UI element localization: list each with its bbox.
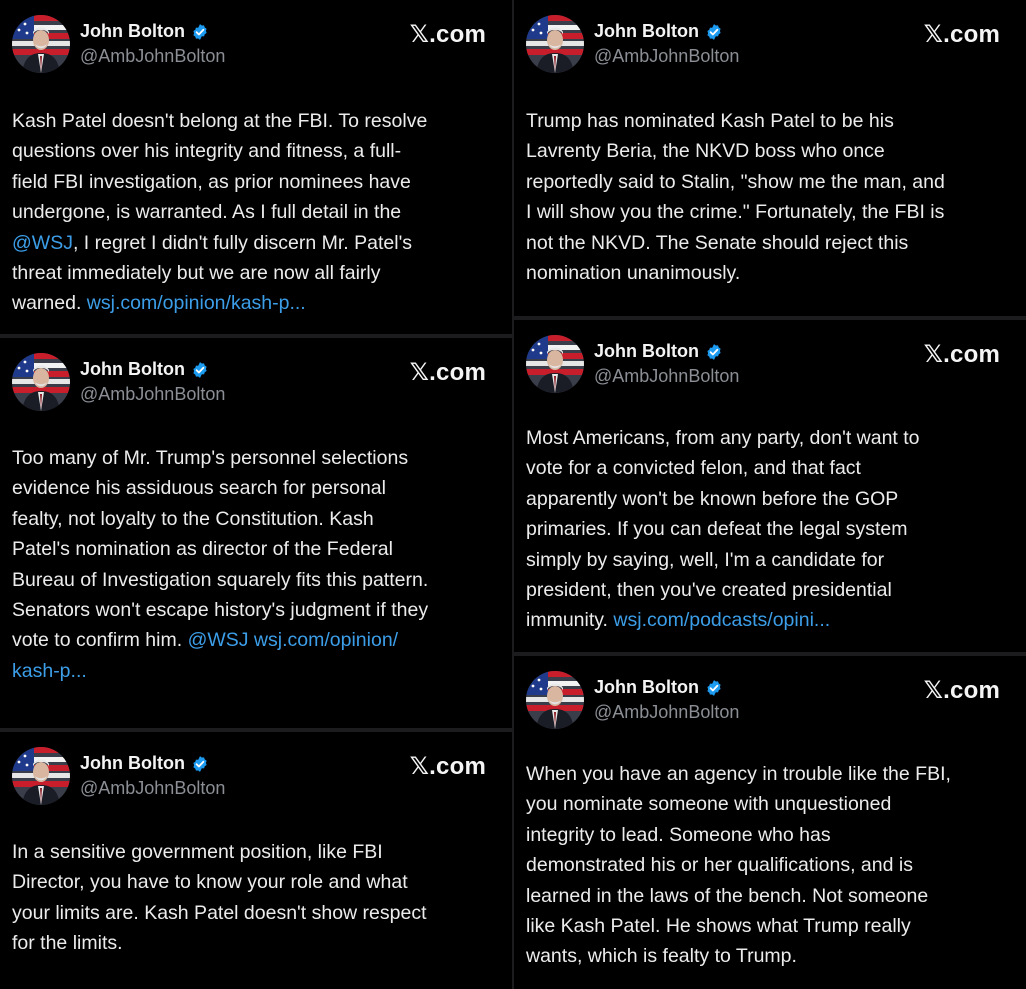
post-header (514, 656, 1026, 736)
post-text-segment: reportedly said to Stalin, "show me the man, and (526, 170, 945, 193)
post-text-segment: vote for a convicted felon, and that fact (526, 457, 861, 480)
post-text-line (12, 867, 504, 897)
author-name-row[interactable] (594, 341, 723, 362)
author-handle[interactable]: @AmbJohnBolton (594, 702, 740, 722)
post-text-segment: for the limits. (12, 932, 123, 955)
post-text-segment: apparently won't be known before the GOP (526, 487, 899, 510)
post-text-segment: vote to confirm him. (12, 629, 188, 652)
post-text (526, 759, 1018, 972)
x-logo: 𝕏.com (923, 677, 1000, 704)
verified-badge-icon (191, 361, 209, 379)
post-link[interactable]: @WSJ wsj.com/opinion/ (187, 629, 399, 652)
post-header (514, 320, 1026, 400)
post-text-segment: Director, you have to know your role and what (12, 871, 408, 894)
post-link[interactable]: wsj.com/opinion/kash-p... (86, 292, 306, 315)
post-text-segment: integrity to lead. Someone who has (526, 823, 831, 846)
post-text-segment: Too many of Mr. Trump's personnel selections (12, 447, 409, 469)
post-text-line (12, 228, 504, 258)
post-text-line (526, 545, 1018, 575)
post-text-line (12, 534, 504, 564)
verified-badge-icon (191, 755, 209, 773)
post-text-line (12, 197, 504, 227)
author-handle[interactable]: @AmbJohnBolton (80, 384, 226, 404)
post-text-segment: Trump has nominated Kash Patel to be his (526, 110, 894, 132)
post-text-line (12, 443, 504, 473)
post-text-line (526, 106, 1018, 136)
post-text-line (526, 258, 1018, 288)
avatar[interactable] (12, 747, 70, 805)
post-text-segment: president, then you've created presidential (526, 579, 892, 602)
post-text-segment: wants, which is fealty to Trump. (526, 945, 797, 968)
post-text-segment: field FBI investigation, as prior nominees have (12, 170, 411, 193)
post-text-line (12, 288, 504, 318)
post-header (0, 732, 512, 812)
post-text-segment: like Kash Patel. He shows what Trump really (526, 915, 911, 938)
author-name[interactable]: John Bolton (594, 21, 699, 41)
post-text (12, 106, 504, 319)
author-handle[interactable]: @AmbJohnBolton (594, 366, 740, 386)
x-logo: 𝕏.com (923, 341, 1000, 368)
x-logo: 𝕏.com (409, 21, 486, 48)
x-logo: 𝕏.com (923, 21, 1000, 48)
post-text-line (526, 911, 1018, 941)
post-text-line (12, 473, 504, 503)
verified-badge-icon (191, 23, 209, 41)
post-text-segment: warned. (12, 292, 87, 315)
post-text-line (12, 837, 504, 867)
post-text-line (526, 228, 1018, 258)
author-name-row[interactable] (80, 21, 209, 42)
x-logo: 𝕏.com (409, 753, 486, 780)
post-text (526, 106, 1018, 288)
post-text-line (12, 258, 504, 288)
post-link[interactable]: kash-p... (12, 659, 87, 682)
post-text-line (526, 167, 1018, 197)
post-text-segment: When you have an agency in trouble like the FBI, (526, 763, 951, 785)
post-text-segment: demonstrated his or her qualifications, and is (526, 854, 913, 877)
post-text (526, 423, 1018, 636)
x-logo: 𝕏.com (409, 359, 486, 386)
author-name[interactable]: John Bolton (80, 753, 185, 773)
avatar[interactable] (526, 335, 584, 393)
post-text-line (526, 759, 1018, 789)
author-name[interactable]: John Bolton (80, 21, 185, 41)
post-text-segment: fealty, not loyalty to the Constitution. Kash (12, 507, 374, 530)
post-text-segment: simply by saying, well, I'm a candidate for (526, 548, 885, 571)
post-card[interactable] (0, 338, 512, 728)
author-handle[interactable]: @AmbJohnBolton (80, 778, 226, 798)
post-card[interactable] (514, 320, 1026, 652)
post-text-line (12, 656, 504, 686)
post-text-segment: undergone, is warranted. As I full detail in the (12, 201, 402, 224)
verified-badge-icon (705, 23, 723, 41)
post-text-segment: learned in the laws of the bench. Not someone (526, 884, 929, 907)
post-link[interactable]: wsj.com/podcasts/opini... (613, 609, 831, 632)
post-text-segment: not the NKVD. The Senate should reject this (526, 231, 909, 254)
post-text-segment: evidence his assiduous search for personal (12, 477, 386, 500)
post-text-line (526, 136, 1018, 166)
post-text-line (526, 484, 1018, 514)
author-handle[interactable]: @AmbJohnBolton (594, 46, 740, 66)
post-text-line (12, 595, 504, 625)
post-text-line (12, 928, 504, 958)
post-text-line (526, 941, 1018, 971)
author-name[interactable]: John Bolton (594, 677, 699, 697)
post-text-segment: Most Americans, from any party, don't want to (526, 427, 920, 449)
verified-badge-icon (705, 679, 723, 697)
post-text-line (526, 881, 1018, 911)
post-text-segment: Senators won't escape history's judgment if they (12, 599, 429, 622)
avatar[interactable] (12, 15, 70, 73)
post-text-segment: threat immediately but we are now all fairly (12, 262, 381, 285)
post-text-line (526, 789, 1018, 819)
post-text-segment: Lavrenty Beria, the NKVD boss who once (526, 140, 885, 163)
post-text-line (526, 197, 1018, 227)
post-card[interactable] (514, 656, 1026, 989)
post-text-segment: Bureau of Investigation squarely fits this pattern. (12, 568, 429, 591)
post-text-segment: your limits are. Kash Patel doesn't show respect (12, 901, 427, 924)
post-text-segment: questions over his integrity and fitness, a full- (12, 140, 402, 163)
post-text-line (526, 575, 1018, 605)
author-name-row[interactable] (80, 359, 209, 380)
post-card[interactable] (514, 0, 1026, 316)
post-text-segment: primaries. If you can defeat the legal system (526, 518, 908, 541)
avatar[interactable] (526, 671, 584, 729)
author-name-row[interactable] (594, 677, 723, 698)
verified-badge-icon (705, 343, 723, 361)
post-text-segment: Patel's nomination as director of the Federal (12, 538, 393, 561)
post-text-line (526, 605, 1018, 635)
author-name[interactable]: John Bolton (80, 359, 185, 379)
post-text-line (12, 136, 504, 166)
post-header (514, 0, 1026, 80)
avatar[interactable] (12, 353, 70, 411)
post-header (0, 338, 512, 418)
post-text-line (526, 820, 1018, 850)
post-header (0, 0, 512, 80)
post-text-line (526, 514, 1018, 544)
author-name-row[interactable] (594, 21, 723, 42)
post-text-line (526, 850, 1018, 880)
post-text-segment: nomination unanimously. (526, 262, 741, 285)
post-text-segment: Kash Patel doesn't belong at the FBI. To resolve (12, 110, 428, 132)
post-text-line (12, 504, 504, 534)
post-text-segment: In a sensitive government position, like FBI (12, 841, 383, 863)
post-text (12, 443, 504, 686)
post-text-line (12, 106, 504, 136)
author-name[interactable]: John Bolton (594, 341, 699, 361)
post-card[interactable] (0, 0, 512, 334)
post-card[interactable] (0, 732, 512, 989)
author-name-row[interactable] (80, 753, 209, 774)
post-text-segment: , I regret I didn't fully discern Mr. Patel's (72, 231, 413, 254)
author-handle[interactable]: @AmbJohnBolton (80, 46, 226, 66)
post-text-line (12, 898, 504, 928)
post-text-line (12, 565, 504, 595)
post-text-segment: I will show you the crime." Fortunately, the FBI is (526, 201, 945, 224)
post-text-line (12, 625, 504, 655)
post-link[interactable]: @WSJ (12, 231, 73, 254)
post-text-line (526, 453, 1018, 483)
post-text-line (526, 423, 1018, 453)
avatar[interactable] (526, 15, 584, 73)
post-text (12, 837, 504, 959)
post-text-segment: you nominate someone with unquestioned (526, 793, 892, 816)
post-text-segment: immunity. (526, 609, 614, 632)
post-text-line (12, 167, 504, 197)
